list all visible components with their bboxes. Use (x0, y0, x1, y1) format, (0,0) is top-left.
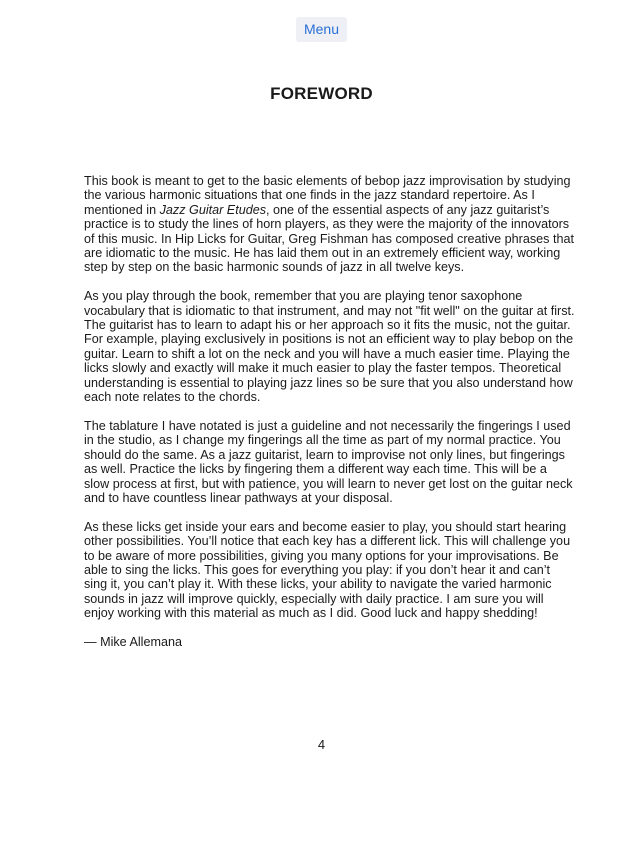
text-line: For example, playing exclusively in positions is not an efficient way to play bebop on the (84, 332, 574, 347)
paragraph-2 (84, 289, 580, 404)
author-signature: — Mike Allemana (84, 634, 182, 649)
text-line: As these licks get inside your ears and become easier to play, you should start hearing (84, 519, 567, 534)
text-line: understanding is essential to playing jazz lines so be sure that you also understand how (84, 375, 573, 390)
menu-button[interactable]: Menu (296, 17, 347, 42)
page-number: 4 (317, 737, 326, 752)
paragraph-1 (84, 174, 580, 275)
text-line: in the studio, as I change my fingerings all the time as part of my normal practice. You (84, 433, 561, 448)
text-line (84, 203, 580, 217)
text-line: This book is meant to get to the basic elements of bebop jazz improvisation by studying (84, 174, 571, 188)
text-line: of this music. In Hip Licks for Guitar, Greg Fishman has composed creative phrases that (84, 231, 574, 246)
book-title-reference: Jazz Guitar Etudes (159, 202, 267, 217)
text-line: vocabulary that is idiomatic to that instrument, and may not "fit well" on the guitar at first. (84, 303, 575, 318)
page-title: FOREWORD (270, 84, 373, 103)
text-segment: mentioned in (84, 202, 160, 217)
text-line: slow process at first, but with patience, you will learn to never get lost on the guitar neck (84, 476, 573, 491)
text-line: able to sing the licks. This goes for everything you play: if you don’t hear it and can’t (84, 562, 550, 577)
text-line: to be aware of more possibilities, giving you many options for your improvisations. Be (84, 548, 559, 563)
text-line: As you play through the book, remember that you are playing tenor saxophone (84, 289, 523, 304)
text-line: each note relates to the chords. (84, 390, 261, 405)
foreword-body (84, 174, 580, 664)
text-line: sounds in jazz will improve quickly, especially with daily practice. I am sure you will (84, 591, 544, 606)
text-line: guitar. Learn to shift a lot on the neck and you will have a much easier time. Playing the (84, 346, 570, 361)
text-line: sing it, you can’t play it. With these licks, your ability to navigate the varied harmonic (84, 577, 552, 592)
paragraph-3 (84, 419, 580, 505)
text-line: enjoy working with this material as much as I did. Good luck and happy shedding! (84, 606, 538, 621)
text-line: the various harmonic situations that one finds in the jazz standard repertoire. As I (84, 188, 535, 203)
text-line: practice is to study the lines of horn players, as they were the majority of the innovators (84, 217, 570, 232)
text-segment: , one of the essential aspects of any jazz guitarist’s (266, 202, 550, 217)
text-line: are idiomatic to the music. He has laid them out in an extremely efficient way, working (84, 246, 561, 261)
text-line: should do the same. As a jazz guitarist, learn to improvise not only lines, but fingerings (84, 447, 565, 462)
text-line: licks slowly and exactly will make it much easier to play the faster tempos. Theoretical (84, 361, 562, 376)
text-line: and to have countless linear pathways at your disposal. (84, 490, 393, 505)
text-line: step by step on the basic harmonic sounds of jazz in all twelve keys. (84, 260, 465, 275)
paragraph-4 (84, 520, 580, 621)
text-line: The tablature I have notated is just a guideline and not necessarily the fingerings I used (84, 418, 571, 433)
text-line: other possibilities. You’ll notice that each key has a different lick. This will challenge you (84, 534, 571, 549)
text-line: as well. Practice the licks by fingering them a different way each time. This will be a (84, 462, 547, 477)
text-line: The guitarist has to learn to adapt his or her approach so it fits the music, not the guitar. (84, 318, 571, 333)
